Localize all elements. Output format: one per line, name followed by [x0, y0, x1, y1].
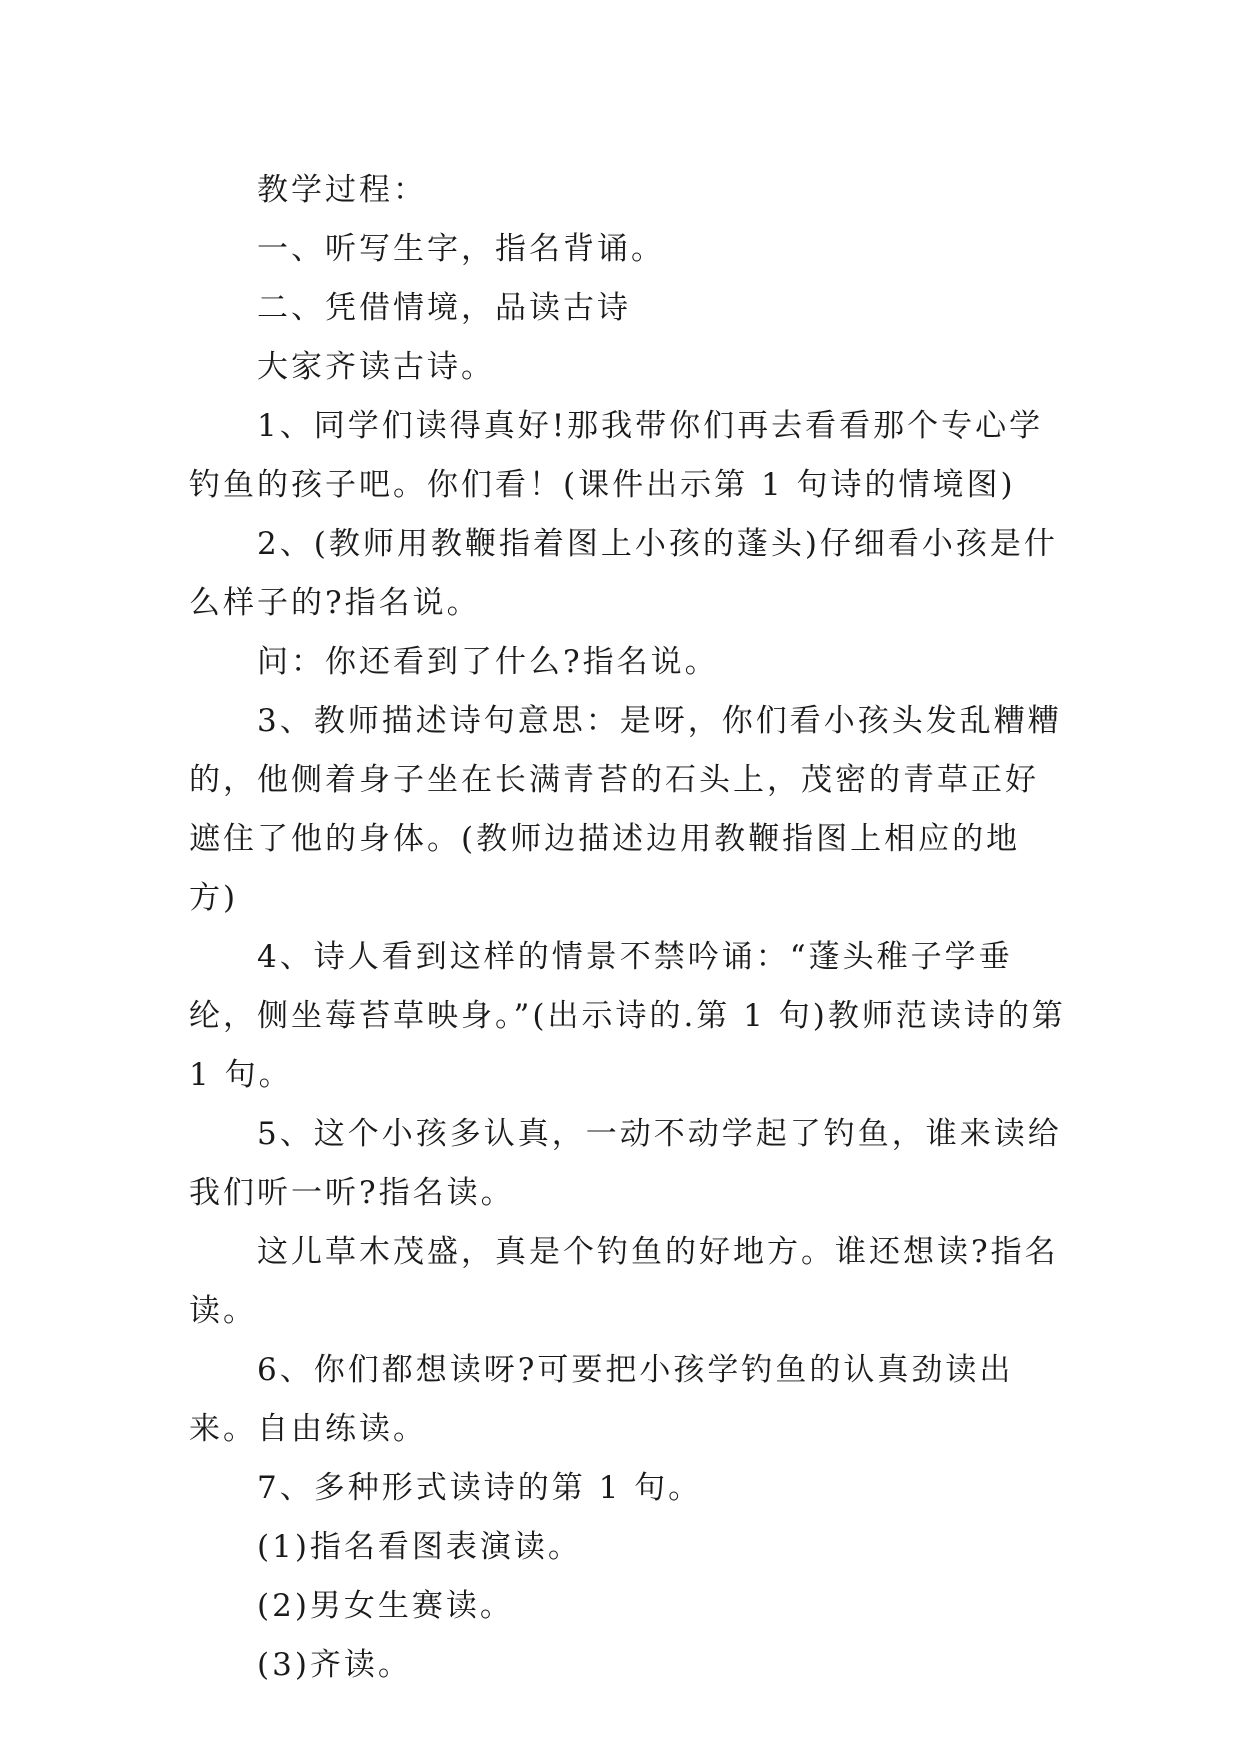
paragraph: 大家齐读古诗。 [257, 349, 495, 385]
paragraph: 1、同学们读得真好!那我带你们再去看看那个专心学钓鱼的孩子吧。你们看！(课件出示第 1 句诗的情境图) [189, 408, 1044, 503]
paragraph: (1)指名看图表演读。 [257, 1529, 582, 1565]
paragraph: (3)齐读。 [257, 1647, 412, 1683]
paragraph: 6、你们都想读呀?可要把小孩学钓鱼的认真劲读出来。自由练读。 [189, 1352, 1014, 1447]
paragraph: 7、多种形式读诗的第 1 句。 [257, 1470, 703, 1506]
paragraph: 5、这个小孩多认真，一动不动学起了钓鱼，谁来读给我们听一听?指名读。 [189, 1116, 1062, 1211]
paragraph-step-one: 一、听写生字，指名背诵。 [257, 231, 665, 267]
document-body [189, 161, 1069, 1695]
paragraph: 4、诗人看到这样的情景不禁吟诵：“蓬头稚子学垂纶，侧坐莓苔草映身。”(出示诗的.第 1 句)教师范读诗的第 1 句。 [189, 939, 1066, 1093]
paragraph-heading: 教学过程： [257, 172, 427, 208]
paragraph-step-two: 二、凭借情境，品读古诗 [257, 290, 631, 326]
paragraph: (2)男女生赛读。 [257, 1588, 514, 1624]
paragraph: 这儿草木茂盛，真是个钓鱼的好地方。谁还想读?指名读。 [189, 1234, 1059, 1329]
paragraph: 2、(教师用教鞭指着图上小孩的蓬头)仔细看小孩是什么样子的?指名说。 [189, 526, 1058, 621]
paragraph: 3、教师描述诗句意思：是呀，你们看小孩头发乱糟糟的，他侧着身子坐在长满青苔的石头上，茂密的青草正好遮住了他的身体。(教师边描述边用教鞭指图上相应的地方) [189, 703, 1062, 916]
paragraph: 问：你还看到了什么?指名说。 [257, 644, 719, 680]
